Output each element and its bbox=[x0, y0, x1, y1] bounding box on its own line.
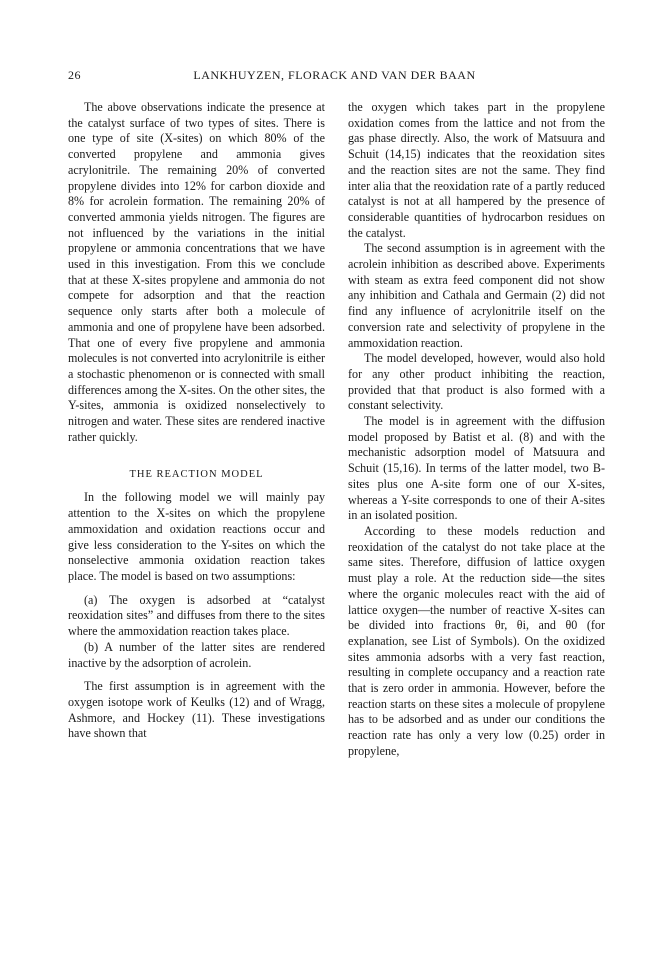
paragraph-observations: The above observations indicate the presence at the catalyst surface of two types of sites. There is one type of site (X-sites) on which 80% of the converted propylene and ammonia gives acrylonitrile. The remaining 20% of converted propylene divides into 12% for carbon dioxide and 8% for acrolein formation. The remaining 20% of converted ammonia yields nitrogen. The figures are not influenced by the variations in the initial propylene or ammonia concentrations that we have used in this investigation. From this we conclude that at these X-sites propylene and ammonia do not compete for adsorption and that the reaction sequence only starts after both a molecule of ammonia and one of propylene have been adsorbed. That one of every five propylene and ammonia molecules is not converted into acrylonitrile is either a stochastic phenomenon or is connected with small differences among the X-sites. On the other sites, the Y-sites, ammonia is oxidized nonselectively to nitrogen and water. These sites are rendered inactive rather quickly. bbox=[68, 100, 325, 444]
running-head: LANKHUYZEN, FLORACK AND VAN DER BAAN bbox=[193, 68, 476, 82]
page-number: 26 bbox=[68, 68, 81, 82]
right-column bbox=[348, 100, 605, 760]
page-header bbox=[68, 68, 601, 84]
paragraph-reduction-reoxidation: According to these models reduction and reoxidation of the catalyst do not take place at the same sites. Therefore, diffusion of lattice oxygen must play a role. At the reduction side—the sites where the organic molecules react with the aid of lattice oxygen—the number of reactive X-sites can be divided into fractions θr, θi, and θ0 (for explanation, see List of Symbols). On the oxidized sites ammonia adsorbs with a very fast reaction, resulting in complete occupancy and a reaction rate that is zero order in ammonia. However, before the reaction starts on these sites a molecule of propylene has to be adsorbed and as under our conditions the reaction rate has only a very low (0.25) order in propylene, bbox=[348, 523, 605, 758]
paragraph-first-assumption: The first assumption is in agreement with the oxygen isotope work of Keulks (12) and of Wragg, Ashmore, and Hockey (11). These investigations have shown that bbox=[68, 679, 325, 741]
left-column bbox=[68, 100, 325, 742]
assumption-a: (a) The oxygen is adsorbed at “catalyst reoxidation sites” and diffuses from there to the sites where the ammoxidation reaction takes place. bbox=[68, 592, 325, 639]
paragraph-lattice-oxygen: the oxygen which takes part in the propylene oxidation comes from the lattice and not from the gas phase directly. Also, the work of Matsuura and Schuit (14,15) indicates that the reoxidation sites and the reaction sites are not the same. They find inter alia that the reoxidation rate of a partly reduced catalyst is not at all hampered by the presence of considerable quantities of hydrocarbon residues on the catalyst. bbox=[348, 100, 605, 240]
paragraph-diffusion-model: The model is in agreement with the diffusion model proposed by Batist et al. (8) and with the mechanistic adsorption model of Matsuura and Schuit (15,16). In terms of the latter model, two B-sites plus one A-site form one of our X-sites, whereas a Y-site corresponds to one of their A-sites in an isolated position. bbox=[348, 414, 605, 523]
paragraph-second-assumption: The second assumption is in agreement with the acrolein inhibition as described above. Experiments with steam as extra feed component did not show any inhibition and Cathala and Germain (2) did not find any influence of acrylonitrile itself on the conversion rate and selectivity of propylene in the ammoxidation reaction. bbox=[348, 241, 605, 350]
assumption-b: (b) A number of the latter sites are rendered inactive by the adsorption of acrolein. bbox=[68, 639, 325, 670]
section-heading: THE REACTION MODEL bbox=[129, 469, 264, 481]
body-columns bbox=[68, 100, 605, 940]
paragraph-model-developed: The model developed, however, would also hold for any other product inhibiting the reaction, provided that that product is also formed with a constant selectivity. bbox=[348, 351, 605, 413]
paragraph-model-intro: In the following model we will mainly pay attention to the X-sites on which the propylene ammoxidation and oxidation reactions occur and give less consideration to the Y-sites on which the nonselective ammonia oxidation reaction takes place. The model is based on two assumptions: bbox=[68, 490, 325, 583]
